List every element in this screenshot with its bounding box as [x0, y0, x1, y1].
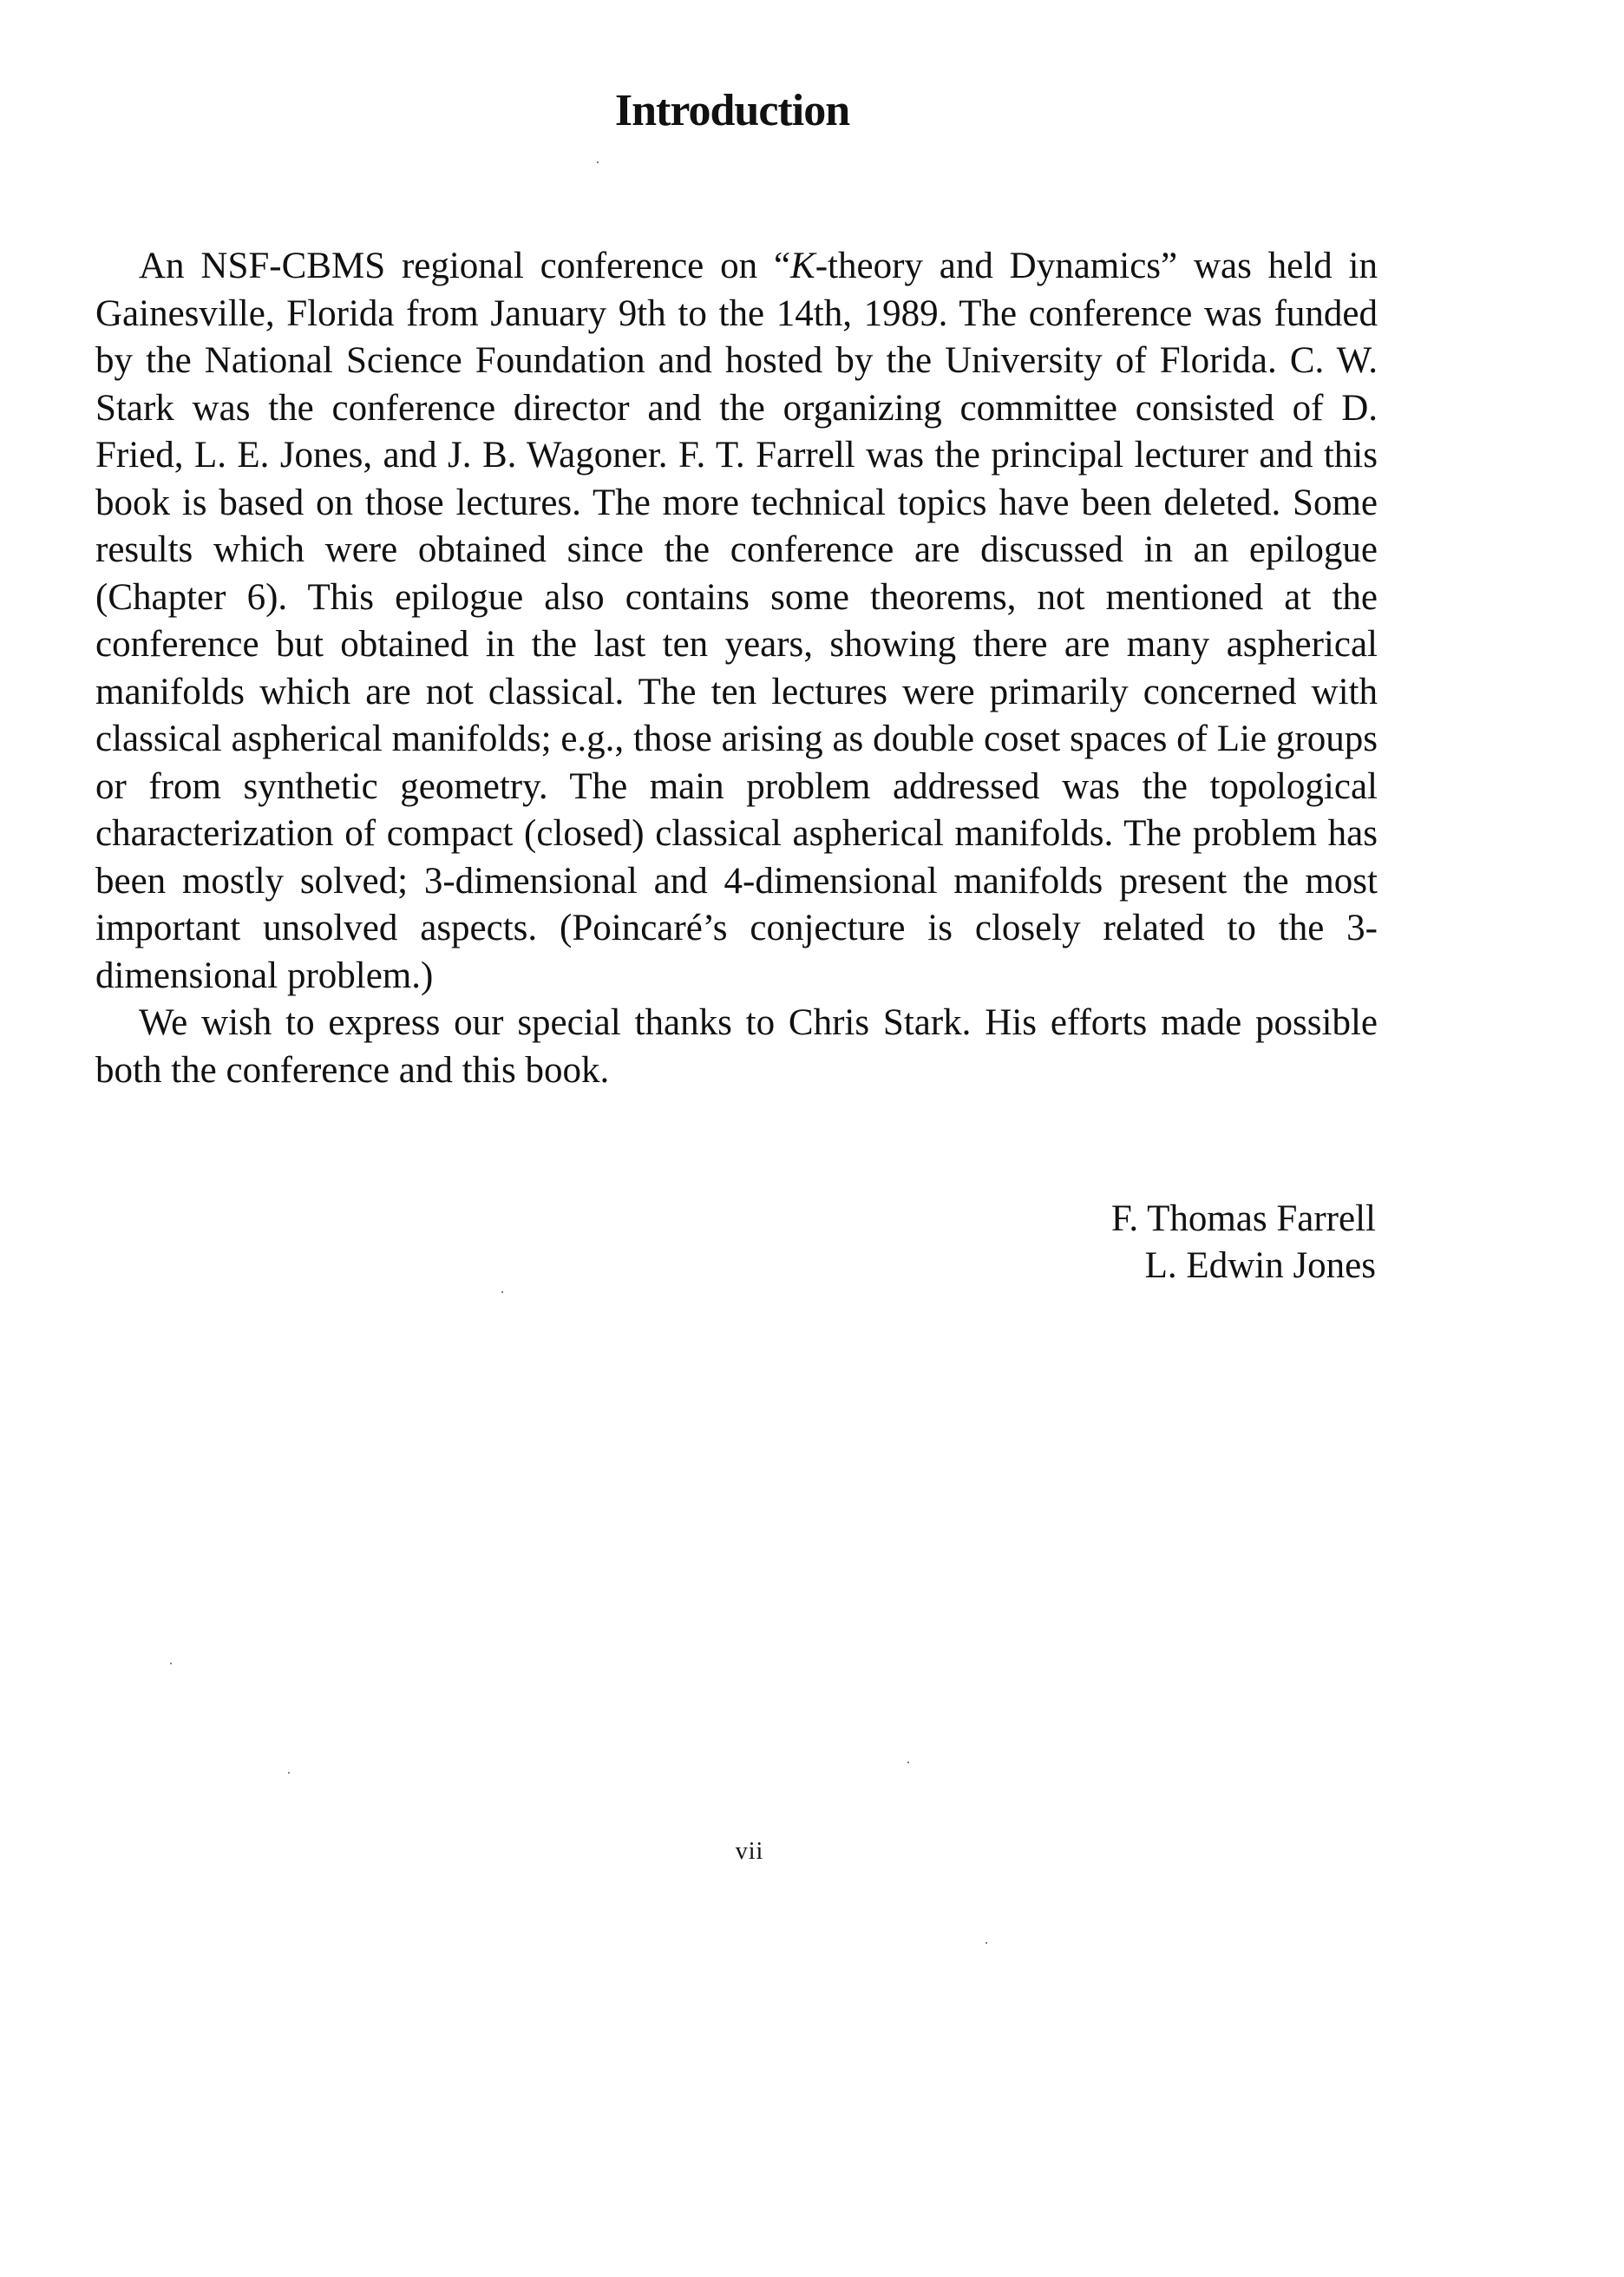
signature-block [1111, 1196, 1376, 1289]
paragraph-1-lead: An NSF-CBMS regional conference on “ [139, 246, 791, 286]
scan-speck [597, 161, 599, 163]
paragraph-2: We wish to express our special thanks to Chris Stark. His efforts made possible both the conference and this book. [95, 1002, 1378, 1091]
scan-speck [986, 1942, 987, 1944]
page-number: vii [735, 1838, 764, 1865]
scan-speck [907, 1762, 909, 1763]
scan-speck [288, 1772, 290, 1774]
paragraph-1-rest: -theory and Dynamics” was held in Gainesville, Florida from January 9th to the 14th, 1989. The conference was funded by the National Science Foundation and hosted by the University of Florida. C. W. Stark was the conference director and the organizing committee consisted of D. Fried, L. E. Jones, and J. B. Wagoner. F. T. Farrell was the principal lecturer and this book is based on those lectures. The more technical topics have been deleted. Some results which were obtained since the conference are discussed in an epilogue (Chapter 6). This epilogue also contains some theorems, not mentioned at the conference but obtained in the last ten years, showing there are many aspherical manifolds which are not classical. The ten lectures were primarily concerned with classical aspherical manifolds; e.g., those arising as double coset spaces of Lie groups or from synthetic geometry. The main problem addressed was the topological characterization of compact (closed) classical aspherical manifolds. The problem has been mostly solved; 3-dimensional and 4-dimensional manifolds present the most important unsolved aspects. (Poincaré’s conjecture is closely related to the 3-dimensional problem.) [95, 246, 1378, 996]
author-jones: L. Edwin Jones [1144, 1245, 1376, 1286]
scan-speck [170, 1663, 172, 1664]
introduction-body [95, 243, 1378, 1094]
page-title: Introduction [614, 86, 850, 135]
scan-speck [501, 1291, 503, 1293]
paragraph-1 [95, 243, 1378, 1000]
k-theory-symbol: K [790, 246, 815, 286]
author-farrell: F. Thomas Farrell [1110, 1198, 1376, 1239]
